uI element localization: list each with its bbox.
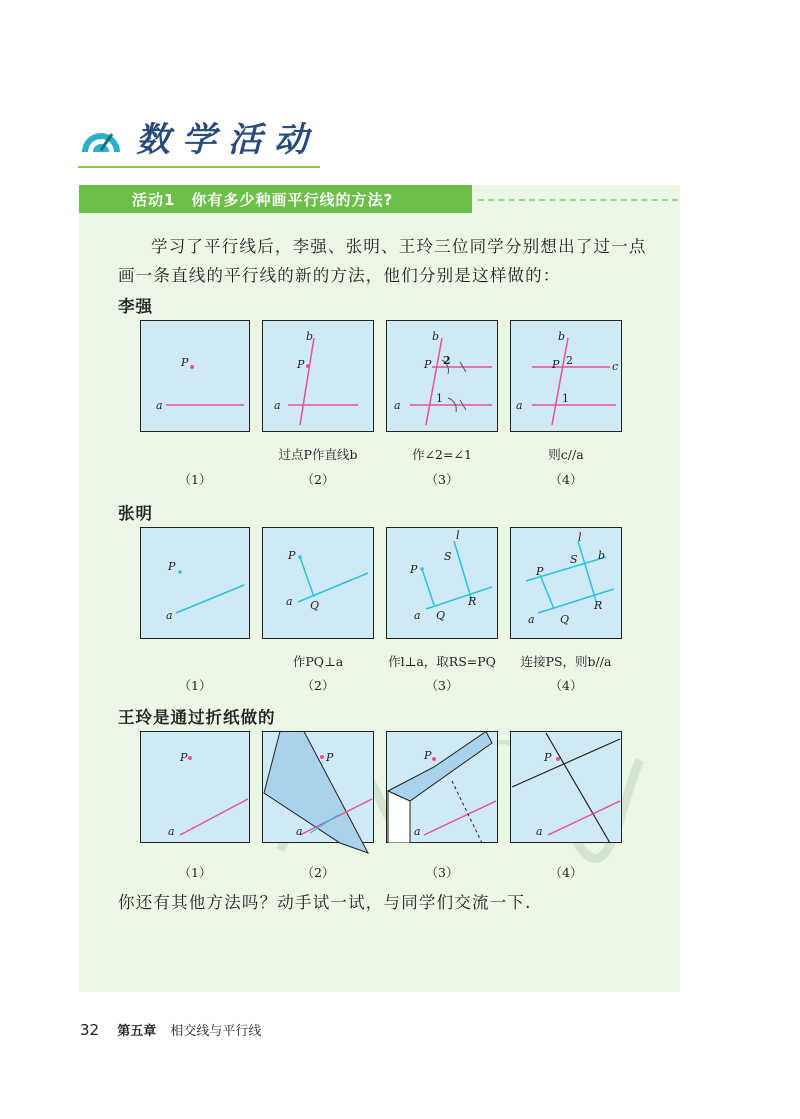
liqiang-figure-3 [386,320,498,432]
closing-question: 你还有其他方法吗？动手试一试，与同学们交流一下. [118,893,532,912]
figure-number: （2） [301,472,335,487]
section-name-zhangming: 张明 [118,504,153,523]
wangling-figure-4 [510,731,622,843]
title-underline [78,166,320,168]
caption: 则c//a [548,447,584,462]
figure-number: （2） [301,678,335,693]
svg-text:P: P [288,549,296,562]
svg-text:P: P [168,560,176,573]
activity-title: 活动1 你有多少种画平行线的方法? [132,191,394,209]
figure-number: （2） [301,865,335,880]
svg-text:P: P [536,565,544,578]
caption: 作PQ⊥a [292,654,344,669]
svg-text:a: a [296,825,303,838]
svg-text:P: P [181,356,189,369]
activity-icon [78,114,124,160]
page-footer [80,1020,261,1039]
svg-text:2: 2 [566,354,573,367]
svg-text:Q: Q [560,613,570,626]
figure-number: （3） [425,865,459,880]
zhangming-figure-4 [510,527,622,639]
svg-text:a: a [166,609,173,622]
svg-text:P: P [424,749,432,762]
wangling-figure-3 [386,731,498,843]
svg-text:2: 2 [443,354,451,367]
svg-text:a: a [156,399,163,412]
page-number: 32 [80,1021,100,1039]
figure-number: （1） [178,678,212,693]
page-title: 数学活动 [136,120,320,160]
zhangming-figure-1 [140,527,250,639]
svg-text:a: a [274,399,281,412]
svg-text:P: P [424,358,432,371]
svg-text:P: P [552,358,560,371]
svg-text:P: P [410,563,418,576]
caption: 作l⊥a，取RS=PQ [388,654,496,669]
svg-text:a: a [414,609,421,622]
svg-text:1: 1 [436,392,443,405]
figure-number: （4） [549,865,583,880]
svg-text:R: R [594,599,603,612]
activity-divider [478,199,678,201]
wangling-figure-1 [140,731,250,843]
svg-text:a: a [536,825,543,838]
section-name-liqiang: 李强 [118,297,153,316]
svg-text:S: S [570,553,578,566]
figure-number: （1） [178,472,212,487]
svg-text:a: a [528,613,535,626]
svg-text:b: b [432,330,440,343]
figure-number: （3） [425,472,459,487]
figure-number: （4） [549,472,583,487]
svg-text:R: R [468,595,477,608]
svg-text:a: a [414,825,421,838]
zhangming-figure-3 [386,527,498,639]
figure-number: （4） [549,678,583,693]
svg-text:l: l [456,529,460,542]
liqiang-figure-2 [262,320,374,432]
svg-text:a: a [394,399,401,412]
chapter-label: 第五章 [117,1024,157,1039]
zhangming-figure-2 [262,527,374,639]
svg-text:c: c [612,360,619,373]
svg-text:Q: Q [436,609,446,622]
caption: 作∠2=∠1 [412,447,472,462]
svg-text:P: P [297,358,305,371]
wangling-figure-2 [262,731,374,855]
liqiang-figure-4 [510,320,622,432]
svg-text:a: a [286,595,293,608]
liqiang-figure-1 [140,320,250,432]
caption: 连接PS，则b//a [520,654,612,669]
svg-text:P: P [544,751,552,764]
chapter-title: 相交线与平行线 [170,1024,262,1039]
caption: 过点P作直线b [278,447,358,462]
svg-text:a: a [168,825,175,838]
svg-text:P: P [180,751,188,764]
figure-number: （1） [178,865,212,880]
intro-paragraph: 学习了平行线后，李强、张明、王玲三位同学分别想出了过一点画一条直线的平行线的新的方法，他们分别是这样做的： [118,237,647,285]
figure-number: （3） [425,678,459,693]
svg-text:1: 1 [562,392,569,405]
svg-text:S: S [444,550,452,563]
svg-text:b: b [558,330,566,343]
svg-text:b: b [306,330,314,343]
svg-text:P: P [326,751,334,764]
svg-text:Q: Q [310,599,320,612]
section-name-wangling: 王玲是通过折纸做的 [118,708,276,727]
svg-text:l: l [578,531,582,544]
svg-text:a: a [516,399,523,412]
svg-text:b: b [598,549,606,562]
